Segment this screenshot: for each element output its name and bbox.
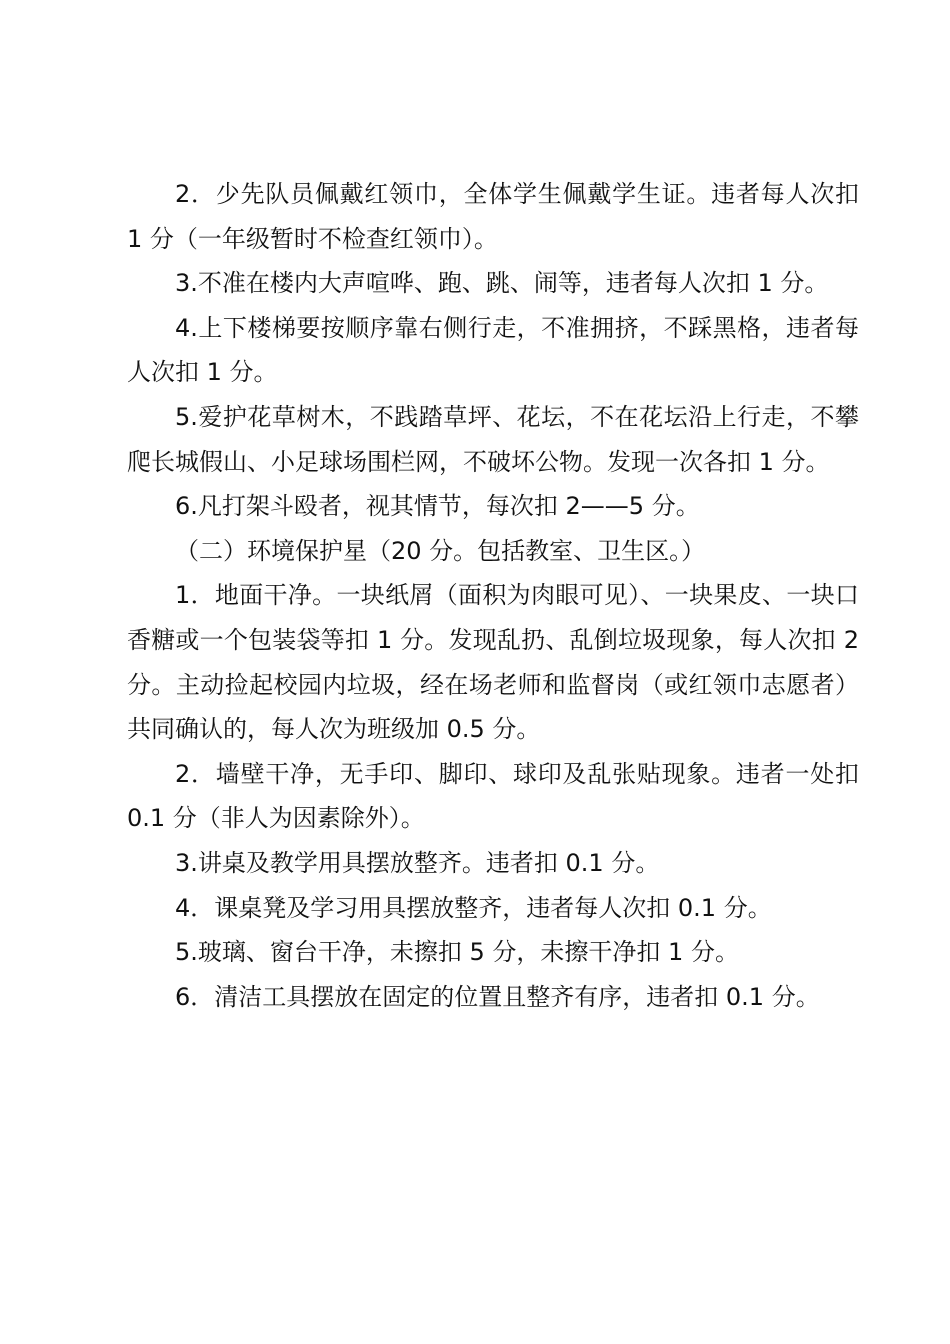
paragraph-env-3-podium: 3.讲桌及教学用具摆放整齐。违者扣 0.1 分。 [175,848,660,877]
paragraph-env-2-walls: 2．墙壁干净，无手印、脚印、球印及乱张贴现象。违者一处扣 0.1 分（非人为因素除外）。 [127,759,859,833]
paragraph-rule-6-fighting: 6.凡打架斗殴者，视其情节，每次扣 2——5 分。 [175,492,700,521]
paragraph-rule-5-plants: 5.爱护花草树木，不践踏草坪、花坛，不在花坛沿上行走，不攀爬长城假山、小足球场围栏网，不破坏公物。发现一次各扣 1 分。 [127,402,859,476]
paragraph-env-5-windows: 5.玻璃、窗台干净，未擦扣 5 分，未擦干净扣 1 分。 [175,938,739,967]
paragraph-rule-4-stairs: 4.上下楼梯要按顺序靠右侧行走，不准拥挤，不踩黑格，违者每人次扣 1 分。 [127,313,859,387]
paragraph-env-6-cleaning-tools: 6．清洁工具摆放在固定的位置且整齐有序，违者扣 0.1 分。 [175,982,820,1011]
document-body [127,172,859,1019]
paragraph-env-1-floor: 1．地面干净。一块纸屑（面积为肉眼可见）、一块果皮、一块口香糖或一个包装袋等扣 1 分。发现乱扔、乱倒垃圾现象，每人次扣 2 分。主动捡起校园内垃圾，经在场老师和监督岗（或红领巾志愿者）共同确认的，每人次为班级加 0.5 分。 [127,581,859,744]
section-heading-environment: （二）环境保护星（20 分。包括教室、卫生区。） [175,536,706,565]
paragraph-rule-3-no-noise: 3.不准在楼内大声喧哗、跑、跳、闹等，违者每人次扣 1 分。 [175,269,829,298]
paragraph-rule-2-red-scarf: 2．少先队员佩戴红领巾，全体学生佩戴学生证。违者每人次扣 1 分（一年级暂时不检查红领巾）。 [127,180,859,253]
paragraph-env-4-desks: 4．课桌凳及学习用具摆放整齐，违者每人次扣 0.1 分。 [175,893,772,922]
